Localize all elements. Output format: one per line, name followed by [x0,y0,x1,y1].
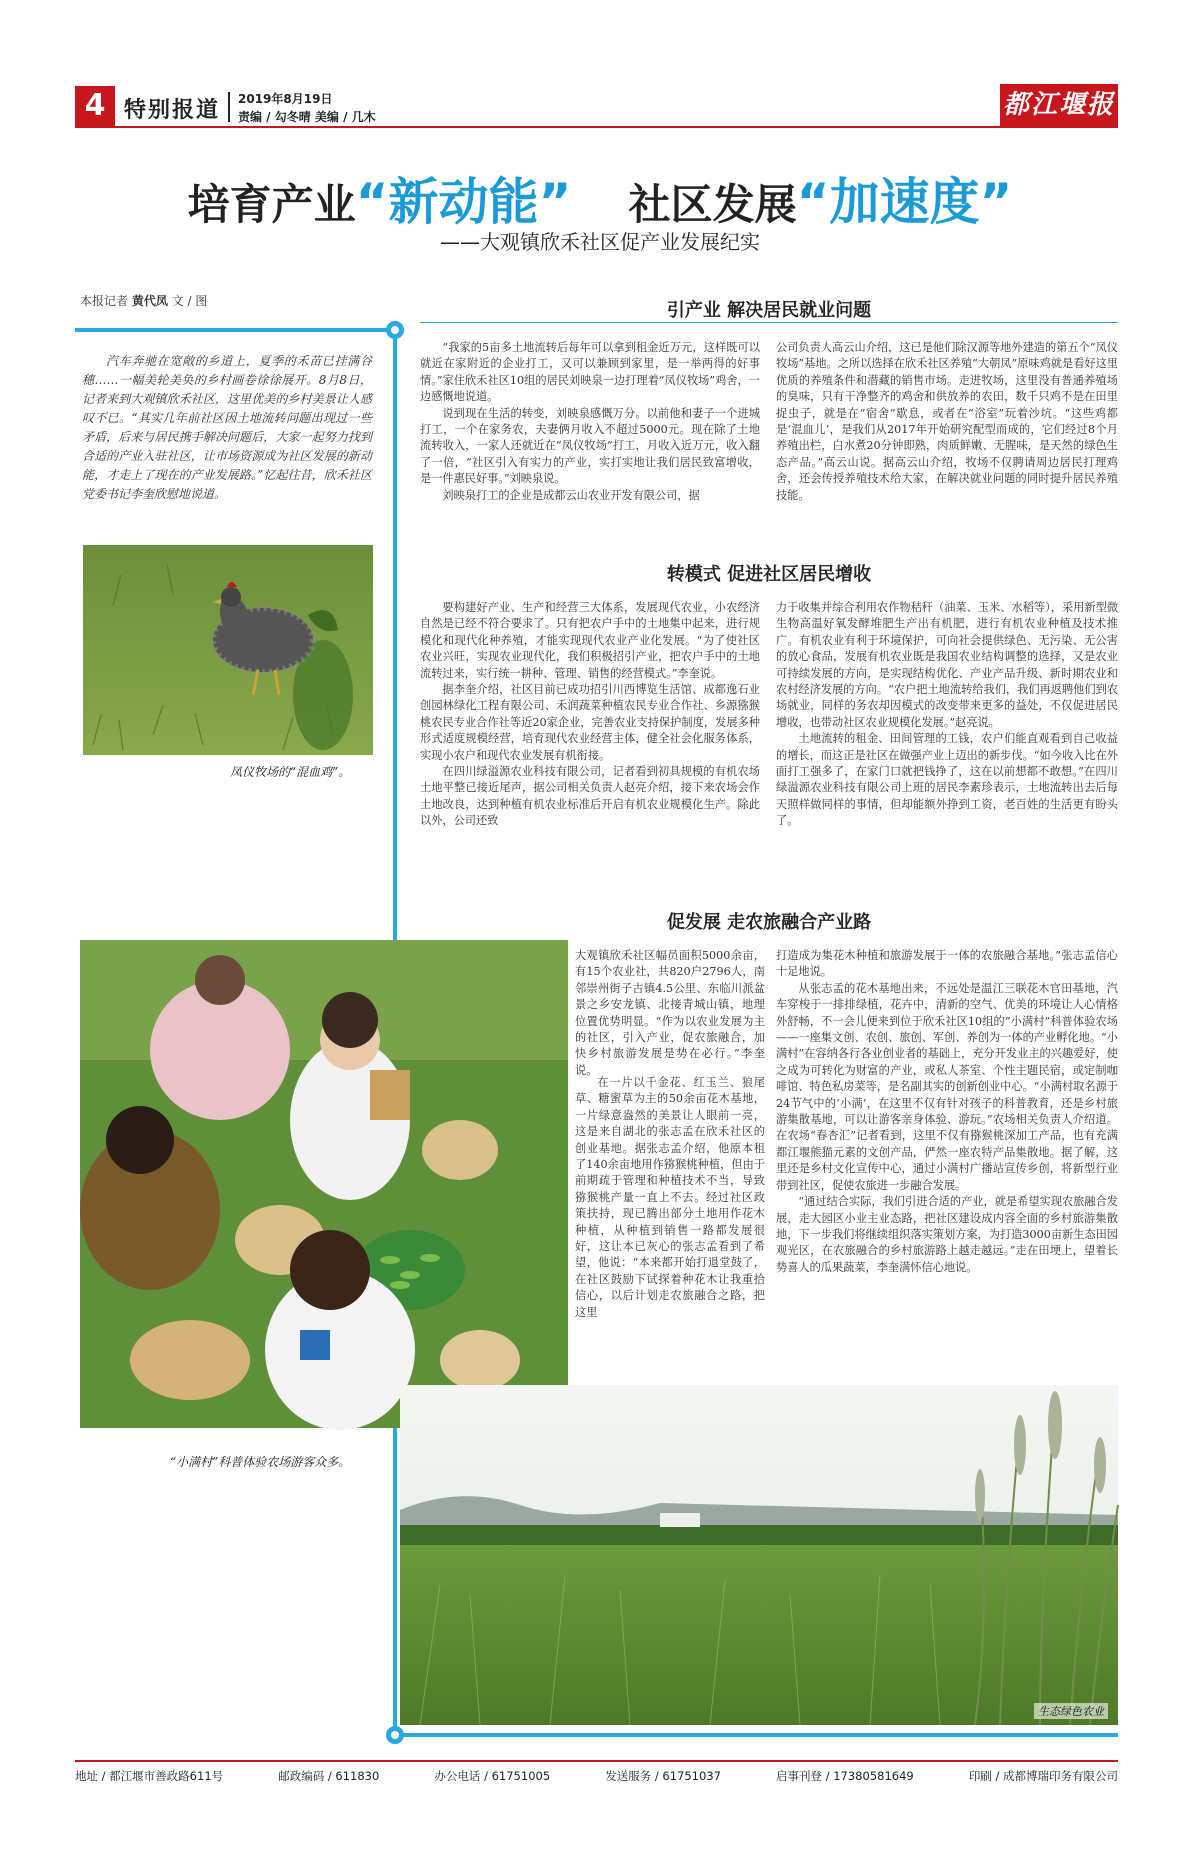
newspaper-masthead: 都江堰报 [1000,84,1118,126]
main-headline [0,162,1200,234]
section2-title [420,560,1118,586]
chicken-caption: 凤仪牧场的“混血鸡”。 [230,765,351,779]
headline-highlight-2: “加速度” [796,173,1013,231]
byline [80,292,207,309]
section1-title-text: 引产业 解决居民就业问题 [655,300,883,321]
headline-highlight-1: “新动能” [355,173,572,231]
footer-postcode: 邮政编码 / 611830 [278,1769,380,1783]
field-photo [400,1385,1118,1725]
footer-ads: 启事刊登 / 17380581649 [776,1769,914,1783]
kids-caption: “小满村”科普体验农场游客众多。 [170,1455,351,1469]
section3-col-left-bottom [575,1075,765,1375]
timeline-dot-top [386,321,404,339]
headline-part1: 培育产业 [187,180,356,229]
paragraph: 说到现在生活的转变，刘映泉感慨万分。以前他和妻子一个进城打工，一个在家务农，夫妻俩月收入不超过5000元。现在除了土地流转收入，一家人还就近在“凤仪牧场”打工，月收入近万元，收入翻了一倍，“社区引入有实力的产业，实打实地让我们居民致富增收，是一件惠民好事。”刘映泉说。 [420,406,760,486]
section-label: 特别报道 [124,98,221,123]
paragraph: 刘映泉打工的企业是成都云山农业开发有限公司，据 [442,488,700,502]
paragraph: 要构建好产业、生产和经营三大体系，发展现代农业，小农经济自然是已经不符合要求了。只有把农户手中的土地集中起来，进行规模化和现代化种养殖，才能实现现代农业产业化发展。“为了使社区农业兴旺，实现农业现代化，我们积极招引产业，把农户手中的土地流转过来，实行统一耕种、管理、销售的经营模式。”李奎说。 [420,601,760,680]
paragraph: “通过结合实际，我们引进合适的产业，就是希望实现农旅融合发展，走大园区小业主业态路，把社区建设成内容全面的乡村旅游集散地，下一步我们将继续组织落实策划方案，为打造3000亩新生态田园观光区，在农旅融合的乡村旅游路上越走越远。”走在田埂上，望着长势喜人的瓜果蔬菜，李奎满怀信心地说。 [776,1195,1118,1274]
timeline-bottom-rule [400,1733,1118,1737]
paragraph: 在一片以千金花、红玉兰、狼尾草、糖蜜草为主的50余亩花木基地，一片绿意盎然的美景让人眼前一亮，这是来自湖北的张志孟在欣禾社区的创业基地。据张志孟介绍，他原本租了140余亩地用作猕猴桃种植，但由于前期疏于管理和种植技术不当，导致猕猴桃产量一直上不去。经过社区政策扶持，现已腾出部分土地用作花木种植，从种植到销售一路都发展很好，这让本已灰心的张志孟看到了希望，他说：“本来都开始打退堂鼓了，在社区鼓励下试探着种花木让我重拾信心，以后计划走农旅融合之路，把这里 [575,1076,765,1319]
section3-title [420,908,1118,934]
paragraph: 打造成为集花木种植和旅游发展于一体的农旅融合基地。”张志孟信心十足地说。 [776,949,1118,979]
paragraph: 在四川绿溢源农业科技有限公司，记者看到初具规模的有机农场土地平整已接近尾声，据公司相关负责人赵亮介绍，接下来农场会作土地改良，达到种植有机农业标准后开启有机农业规模化生产。除此以外，公司还致 [420,765,760,828]
footer-office-phone: 办公电话 / 61751005 [434,1769,551,1783]
section1-title [420,296,1118,322]
sub-headline: ——大观镇欣禾社区促产业发展纪实 [440,230,760,254]
section1-col-right [776,340,1118,550]
section3-col-right [776,948,1118,1378]
paragraph: “我家的5亩多土地流转后每年可以拿到租金近万元，这样既可以就近在家附近的企业打工，又可以兼顾到家里，是一举两得的好事情。”家住欣禾社区10组的居民刘映泉一边打理着“凤仪牧场”鸡舍，一边感慨地说道。 [420,341,760,404]
section1-col-left [420,340,760,550]
issue-date: 2019年8月19日 [238,92,333,106]
header-divider [228,92,230,122]
section2-col-right [776,600,1118,890]
section2-col-left [420,600,760,890]
paragraph: 从张志孟的花木基地出来，不远处是温江三联花木官田基地，汽车穿梭于一排排绿植，花卉中，清新的空气、优美的环境让人心情格外舒畅，不一会儿便来到位于欣禾社区10组的“小满村”科普体验农场——一座集文创、农创、旅创、军创、养创为一体的产业孵化地。“小满村”在容纳各行各业创业者的基础上，充分开发业主的兴趣爱好，使之成为可转化为财富的产业，或私人茶室、个性主题民宿，或定制咖啡馆、特色私房菜等，是名副其实的创新创业中心。“小满村取名源于24节气中的‘小满’，在这里不仅有针对孩子的科普教育，还是乡村旅游集散基地，可以让游客亲身体验、游玩。”农场相关负责人介绍道。在农场“春杏汇”记者看到，这里不仅有猕猴桃深加工产品，也有充满都江堰熊猫元素的文创产品，俨然一座农特产品集散地。据了解，这里还是乡村文化宣传中心，通过小满村广播站宣传乡创，将新型行业带到社区，促使农旅进一步融合发展。 [776,981,1118,1192]
article-intro: 汽车奔驰在宽敞的乡道上，夏季的禾苗已挂满谷穗……一幅美轮美奂的乡村画卷徐徐展开。8月8日，记者来到大观镇欣禾社区，这里优美的乡村美景让人感叹不已。“其实几年前社区因土地流转问题出现过一些矛盾，后来与居民携手解决问题后，大家一起努力找到合适的产业入驻社区，让市场资源成为社区发展的新动能，才走上了现在的产业发展路。”忆起往昔，欣禾社区党委书记李奎欣慰地说道。 [82,354,372,501]
section3-col-left-top [575,948,765,1077]
paragraph: 土地流转的租金、田间管理的工钱，农户们能直观看到自己收益的增长，而这正是社区在做强产业上迈出的新步伐。“如今收入比在外面打工强多了，在家门口就把钱挣了，这在以前想都不敢想。”在四川绿溢源农业科技有限公司上班的居民李素珍表示，土地流转出去后每天照样做同样的事情，但却能额外挣到工资，老百姓的生活更有盼头了。 [776,732,1118,828]
timeline-top-rule [75,328,393,332]
byline-suffix: 文 / 图 [171,294,208,308]
paragraph: 公司负责人高云山介绍，这已是他们除汉源等地外建造的第五个“凤仪牧场”基地。之所以选择在欣禾社区养殖“大朝凤”原味鸡就是看好这里优质的养殖条件和潜藏的销售市场。走进牧场，这里没有普通养殖场的臭味，只有干净整齐的鸡舍和供放养的农田，数千只鸡不是在田里捉虫子，就是在“宿舍”歇息，或者在“浴室”玩着沙坑。“这些鸡都是‘混血儿’，是我们从2017年开始研究配型而成的，它们经过8个月养殖出栏，白水煮20分钟即熟，肉质鲜嫩、无腥味，是天然的绿色生态产品。”高云山说。据高云山介绍，牧场不仅聘请周边居民打理鸡舍，还会传授养殖技术给大家，在解决就业问题的同时提升居民养殖技能。 [776,341,1118,502]
kids-farm-photo [80,940,568,1428]
footer-address: 地址 / 都江堰市善政路611号 [75,1769,224,1783]
byline-author: 黄代凤 [131,294,168,308]
paragraph: 据李奎介绍，社区目前已成功招引川西博览生活馆、成都逸石业创园林绿化工程有限公司、禾润蔬菜种植农民专业合作社、乡源猕猴桃农民专业合作社等近20家企业，完善农业支持保护制度，发展多种形式适度规模经营，培育现代农业经营主体，健全社会化服务体系，实现小农户和现代农业发展有机衔接。 [420,683,760,762]
paragraph: 大观镇欣禾社区幅员面积5000余亩，有15个农业社，共820户2796人，南邻崇州街子古镇4.5公里、东临川派盆景之乡安龙镇、北接青城山镇，地理位置优势明显。“作为以农业发展为主的社区，引入产业，促农旅融合，加快乡村旅游发展是势在必行。”李奎说。 [575,949,765,1077]
section3-title-text: 促发展 走农旅融合产业路 [666,912,872,933]
editors-credit: 责编 / 勾冬晴 美编 / 几木 [238,110,376,124]
footer-printer: 印刷 / 成都博瑞印务有限公司 [968,1769,1118,1783]
chicken-photo [83,545,373,755]
page-number: 4 [75,86,115,126]
section1-rule [420,322,1118,323]
headline-part2: 社区发展 [628,180,797,229]
paragraph: 力于收集并综合利用农作物秸秆（油菜、玉米、水稻等），采用新型微生物高温好氧发酵堆肥生产出有机肥，进行有机农业种植及技术推广。有机农业有利于环境保护，可向社会提供绿色、无污染、无公害的放心食品，发展有机农业既是我国农业结构调整的选择，又是农业可持续发展的方向，是实现结构优化、产业产品升级、新时期农业和农村经济发展的方向。“农户把土地流转给我们，我们再返聘他们到农场就业，同样的务农却因模式的改变带来更多的益处，不仅促进居民增收，也带动社区农业规模化发展。”赵亮说。 [776,601,1118,729]
page-footer [75,1760,1118,1784]
section2-title-text: 转模式 促进社区居民增收 [666,564,872,585]
page-header-rule [75,86,1118,128]
byline-prefix: 本报记者 [80,294,129,308]
footer-distribution: 发送服务 / 61751037 [605,1769,721,1783]
field-caption: 生态绿色农业 [1034,1703,1108,1719]
